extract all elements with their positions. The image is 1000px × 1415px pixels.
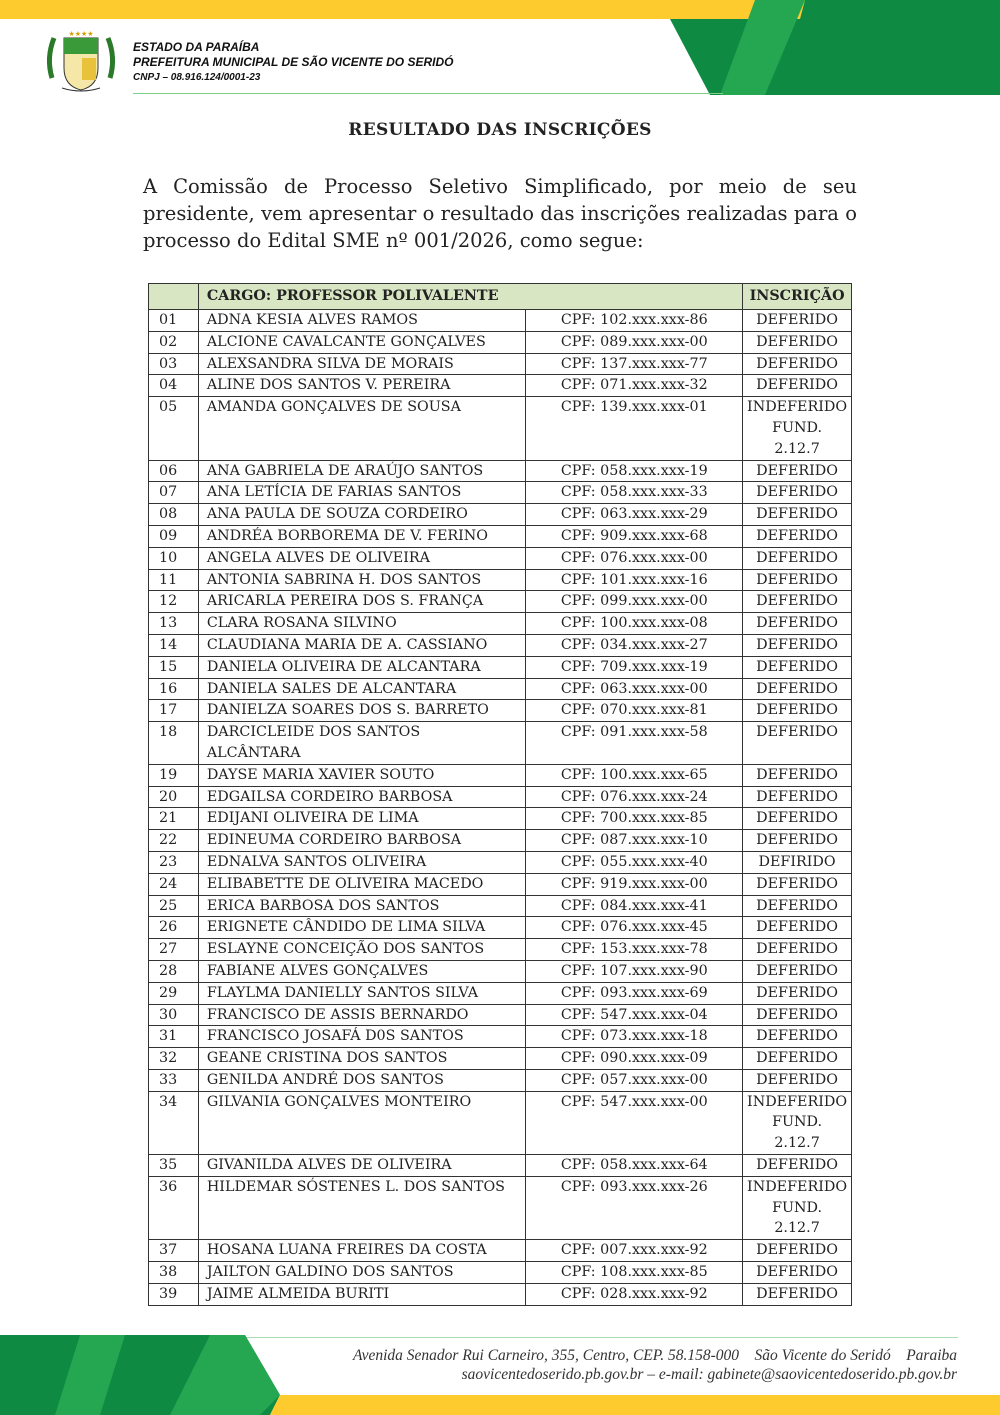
table-row <box>149 700 852 722</box>
candidate-cpf: CPF: 102.xxx.xxx-86 <box>526 310 743 332</box>
candidate-cpf: CPF: 084.xxx.xxx-41 <box>526 895 743 917</box>
row-number: 14 <box>149 634 199 656</box>
registration-status: DEFERIDO <box>743 939 852 961</box>
candidate-name: ALCIONE CAVALCANTE GONÇALVES <box>198 331 526 353</box>
table-row <box>149 525 852 547</box>
candidate-name: DANIELA SALES DE ALCANTARA <box>198 678 526 700</box>
row-number: 36 <box>149 1176 199 1239</box>
bottom-green-yellow-decoration <box>0 1335 1000 1415</box>
candidate-name: CLARA ROSANA SILVINO <box>198 613 526 635</box>
registration-status: DEFERIDO <box>743 656 852 678</box>
table-row <box>149 982 852 1004</box>
candidate-cpf: CPF: 909.xxx.xxx-68 <box>526 525 743 547</box>
row-number: 23 <box>149 851 199 873</box>
row-number: 32 <box>149 1048 199 1070</box>
candidate-name: GIVANILDA ALVES DE OLIVEIRA <box>198 1155 526 1177</box>
candidate-cpf: CPF: 093.xxx.xxx-69 <box>526 982 743 1004</box>
table-row <box>149 1026 852 1048</box>
candidate-name: DARCICLEIDE DOS SANTOS ALCÂNTARA <box>198 722 526 765</box>
municipal-coat-of-arms-logo <box>42 28 120 94</box>
table-row <box>149 678 852 700</box>
candidate-cpf: CPF: 139.xxx.xxx-01 <box>526 397 743 460</box>
candidate-cpf: CPF: 090.xxx.xxx-09 <box>526 1048 743 1070</box>
table-row <box>149 482 852 504</box>
registration-status: DEFERIDO <box>743 1155 852 1177</box>
row-number: 17 <box>149 700 199 722</box>
candidate-name: ADNA KESIA ALVES RAMOS <box>198 310 526 332</box>
candidate-cpf: CPF: 919.xxx.xxx-00 <box>526 873 743 895</box>
row-number: 28 <box>149 960 199 982</box>
registration-status: INDEFERIDO FUND. 2.12.7 <box>743 397 852 460</box>
candidate-cpf: CPF: 076.xxx.xxx-00 <box>526 547 743 569</box>
table-row <box>149 851 852 873</box>
registration-status: DEFERIDO <box>743 764 852 786</box>
row-number: 09 <box>149 525 199 547</box>
candidate-name: HILDEMAR SÓSTENES L. DOS SANTOS <box>198 1176 526 1239</box>
candidate-name: FRANCISCO DE ASSIS BERNARDO <box>198 1004 526 1026</box>
row-number: 24 <box>149 873 199 895</box>
candidate-cpf: CPF: 076.xxx.xxx-24 <box>526 786 743 808</box>
institution-header <box>133 40 453 85</box>
registration-status: DEFERIDO <box>743 1283 852 1305</box>
registration-status: DEFERIDO <box>743 786 852 808</box>
row-number: 07 <box>149 482 199 504</box>
row-number: 15 <box>149 656 199 678</box>
table-row <box>149 830 852 852</box>
candidate-name: FABIANE ALVES GONÇALVES <box>198 960 526 982</box>
cnpj: CNPJ – 08.916.124/0001-23 <box>133 72 261 83</box>
table-row <box>149 591 852 613</box>
header-number-cell <box>149 284 199 310</box>
row-number: 11 <box>149 569 199 591</box>
candidate-cpf: CPF: 058.xxx.xxx-64 <box>526 1155 743 1177</box>
registration-status: DEFERIDO <box>743 1069 852 1091</box>
registration-status: DEFERIDO <box>743 1262 852 1284</box>
candidate-cpf: CPF: 089.xxx.xxx-00 <box>526 331 743 353</box>
row-number: 26 <box>149 917 199 939</box>
svg-text:★★★★: ★★★★ <box>68 30 94 38</box>
registration-status: DEFERIDO <box>743 917 852 939</box>
candidate-name: ANDRÉA BORBOREMA DE V. FERINO <box>198 525 526 547</box>
table-row <box>149 547 852 569</box>
candidate-name: ANGELA ALVES DE OLIVEIRA <box>198 547 526 569</box>
row-number: 20 <box>149 786 199 808</box>
registration-status: DEFERIDO <box>743 634 852 656</box>
row-number: 35 <box>149 1155 199 1177</box>
candidate-cpf: CPF: 070.xxx.xxx-81 <box>526 700 743 722</box>
row-number: 02 <box>149 331 199 353</box>
registration-status: INDEFERIDO FUND. 2.12.7 <box>743 1091 852 1154</box>
candidate-cpf: CPF: 063.xxx.xxx-00 <box>526 678 743 700</box>
candidate-cpf: CPF: 137.xxx.xxx-77 <box>526 353 743 375</box>
candidate-cpf: CPF: 057.xxx.xxx-00 <box>526 1069 743 1091</box>
row-number: 16 <box>149 678 199 700</box>
row-number: 18 <box>149 722 199 765</box>
registration-status: DEFERIDO <box>743 504 852 526</box>
table-row <box>149 722 852 765</box>
candidate-cpf: CPF: 108.xxx.xxx-85 <box>526 1262 743 1284</box>
registration-status: DEFERIDO <box>743 960 852 982</box>
registration-status: DEFIRIDO <box>743 851 852 873</box>
row-number: 21 <box>149 808 199 830</box>
intro-paragraph: A Comissão de Processo Seletivo Simplificado, por meio de seu presidente, vem apresentar o resultado das inscrições realizadas para o processo do Edital SME nº 001/2026, como segue: <box>143 175 857 252</box>
table-row <box>149 1069 852 1091</box>
row-number: 25 <box>149 895 199 917</box>
table-row <box>149 786 852 808</box>
candidate-cpf: CPF: 091.xxx.xxx-58 <box>526 722 743 765</box>
registration-status: DEFERIDO <box>743 482 852 504</box>
registration-status: DEFERIDO <box>743 525 852 547</box>
table-row <box>149 808 852 830</box>
row-number: 03 <box>149 353 199 375</box>
table-row <box>149 873 852 895</box>
registration-results-table <box>148 283 852 1306</box>
candidate-name: GENILDA ANDRÉ DOS SANTOS <box>198 1069 526 1091</box>
row-number: 38 <box>149 1262 199 1284</box>
candidate-cpf: CPF: 034.xxx.xxx-27 <box>526 634 743 656</box>
table-row <box>149 1262 852 1284</box>
candidate-cpf: CPF: 058.xxx.xxx-19 <box>526 460 743 482</box>
registration-status: DEFERIDO <box>743 1004 852 1026</box>
candidate-name: EDNALVA SANTOS OLIVEIRA <box>198 851 526 873</box>
registration-status: DEFERIDO <box>743 331 852 353</box>
row-number: 37 <box>149 1240 199 1262</box>
state-name: ESTADO DA PARAÍBA <box>133 40 260 54</box>
table-row <box>149 613 852 635</box>
candidate-name: DANIELA OLIVEIRA DE ALCANTARA <box>198 656 526 678</box>
registration-status: DEFERIDO <box>743 375 852 397</box>
candidate-name: GEANE CRISTINA DOS SANTOS <box>198 1048 526 1070</box>
page-title: RESULTADO DAS INSCRIÇÕES <box>348 120 652 140</box>
row-number: 34 <box>149 1091 199 1154</box>
candidate-name: FRANCISCO JOSAFÁ D0S SANTOS <box>198 1026 526 1048</box>
table-row <box>149 460 852 482</box>
table-row <box>149 634 852 656</box>
candidate-name: EDINEUMA CORDEIRO BARBOSA <box>198 830 526 852</box>
registration-status: DEFERIDO <box>743 353 852 375</box>
row-number: 13 <box>149 613 199 635</box>
registration-status: DEFERIDO <box>743 873 852 895</box>
row-number: 12 <box>149 591 199 613</box>
municipality-name: PREFEITURA MUNICIPAL DE SÃO VICENTE DO SERIDÓ <box>133 55 454 69</box>
registration-status: DEFERIDO <box>743 1026 852 1048</box>
candidate-name: CLAUDIANA MARIA DE A. CASSIANO <box>198 634 526 656</box>
row-number: 22 <box>149 830 199 852</box>
candidate-cpf: CPF: 058.xxx.xxx-33 <box>526 482 743 504</box>
candidate-name: ERICA BARBOSA DOS SANTOS <box>198 895 526 917</box>
candidate-cpf: CPF: 153.xxx.xxx-78 <box>526 939 743 961</box>
table-row <box>149 656 852 678</box>
candidate-name: ANA LETÍCIA DE FARIAS SANTOS <box>198 482 526 504</box>
row-number: 10 <box>149 547 199 569</box>
table-row <box>149 1176 852 1239</box>
candidate-name: AMANDA GONÇALVES DE SOUSA <box>198 397 526 460</box>
registration-status: DEFERIDO <box>743 547 852 569</box>
registration-status: DEFERIDO <box>743 830 852 852</box>
candidate-cpf: CPF: 099.xxx.xxx-00 <box>526 591 743 613</box>
row-number: 01 <box>149 310 199 332</box>
registration-status: DEFERIDO <box>743 700 852 722</box>
table-row <box>149 310 852 332</box>
table-row <box>149 895 852 917</box>
candidate-name: ANTONIA SABRINA H. DOS SANTOS <box>198 569 526 591</box>
candidate-name: GILVANIA GONÇALVES MONTEIRO <box>198 1091 526 1154</box>
registration-status: DEFERIDO <box>743 460 852 482</box>
row-number: 33 <box>149 1069 199 1091</box>
table-row <box>149 375 852 397</box>
table-row <box>149 939 852 961</box>
row-number: 06 <box>149 460 199 482</box>
table-row <box>149 504 852 526</box>
registration-status: DEFERIDO <box>743 982 852 1004</box>
top-green-decoration <box>670 0 1000 95</box>
candidate-cpf: CPF: 547.xxx.xxx-04 <box>526 1004 743 1026</box>
candidate-name: ESLAYNE CONCEIÇÃO DOS SANTOS <box>198 939 526 961</box>
candidate-cpf: CPF: 063.xxx.xxx-29 <box>526 504 743 526</box>
candidate-cpf: CPF: 071.xxx.xxx-32 <box>526 375 743 397</box>
table-row <box>149 1283 852 1305</box>
table-row <box>149 1240 852 1262</box>
candidate-name: ALINE DOS SANTOS V. PEREIRA <box>198 375 526 397</box>
candidate-name: ERIGNETE CÂNDIDO DE LIMA SILVA <box>198 917 526 939</box>
registration-status: DEFERIDO <box>743 613 852 635</box>
row-number: 19 <box>149 764 199 786</box>
row-number: 08 <box>149 504 199 526</box>
candidate-name: DANIELZA SOARES DOS S. BARRETO <box>198 700 526 722</box>
registration-status: DEFERIDO <box>743 895 852 917</box>
table-row <box>149 1091 852 1154</box>
candidate-name: ELIBABETTE DE OLIVEIRA MACEDO <box>198 873 526 895</box>
candidate-name: FLAYLMA DANIELLY SANTOS SILVA <box>198 982 526 1004</box>
candidate-name: ANA GABRIELA DE ARAÚJO SANTOS <box>198 460 526 482</box>
candidate-cpf: CPF: 100.xxx.xxx-08 <box>526 613 743 635</box>
candidate-name: EDGAILSA CORDEIRO BARBOSA <box>198 786 526 808</box>
row-number: 30 <box>149 1004 199 1026</box>
row-number: 27 <box>149 939 199 961</box>
row-number: 05 <box>149 397 199 460</box>
table-row <box>149 1048 852 1070</box>
table-row <box>149 353 852 375</box>
header-cargo: CARGO: PROFESSOR POLIVALENTE <box>198 284 742 310</box>
address-line: Avenida Senador Rui Carneiro, 355, Centro, CEP. 58.158-000 São Vicente do Seridó Paraiba <box>352 1347 957 1364</box>
candidate-name: JAIME ALMEIDA BURITI <box>198 1283 526 1305</box>
candidate-cpf: CPF: 709.xxx.xxx-19 <box>526 656 743 678</box>
contact-line: saovicentedoserido.pb.gov.br – e-mail: gabinete@saovicentedoserido.pb.gov.br <box>461 1366 957 1383</box>
candidate-cpf: CPF: 700.xxx.xxx-85 <box>526 808 743 830</box>
candidate-cpf: CPF: 028.xxx.xxx-92 <box>526 1283 743 1305</box>
table-row <box>149 764 852 786</box>
candidate-name: DAYSE MARIA XAVIER SOUTO <box>198 764 526 786</box>
candidate-cpf: CPF: 007.xxx.xxx-92 <box>526 1240 743 1262</box>
candidate-name: HOSANA LUANA FREIRES DA COSTA <box>198 1240 526 1262</box>
registration-status: DEFERIDO <box>743 1048 852 1070</box>
registration-status: DEFERIDO <box>743 808 852 830</box>
registration-status: DEFERIDO <box>743 310 852 332</box>
table-header-row <box>149 284 852 310</box>
candidate-cpf: CPF: 087.xxx.xxx-10 <box>526 830 743 852</box>
candidate-cpf: CPF: 100.xxx.xxx-65 <box>526 764 743 786</box>
row-number: 04 <box>149 375 199 397</box>
candidate-cpf: CPF: 547.xxx.xxx-00 <box>526 1091 743 1154</box>
candidate-cpf: CPF: 055.xxx.xxx-40 <box>526 851 743 873</box>
table-row <box>149 1004 852 1026</box>
candidate-cpf: CPF: 093.xxx.xxx-26 <box>526 1176 743 1239</box>
candidate-name: EDIJANI OLIVEIRA DE LIMA <box>198 808 526 830</box>
registration-status: DEFERIDO <box>743 1240 852 1262</box>
header-status: INSCRIÇÃO <box>743 284 852 310</box>
table-row <box>149 917 852 939</box>
row-number: 31 <box>149 1026 199 1048</box>
candidate-cpf: CPF: 107.xxx.xxx-90 <box>526 960 743 982</box>
candidate-name: JAILTON GALDINO DOS SANTOS <box>198 1262 526 1284</box>
registration-status: DEFERIDO <box>743 678 852 700</box>
table-row <box>149 331 852 353</box>
candidate-name: ARICARLA PEREIRA DOS S. FRANÇA <box>198 591 526 613</box>
table-row <box>149 1155 852 1177</box>
registration-status: DEFERIDO <box>743 569 852 591</box>
registration-status: INDEFERIDO FUND. 2.12.7 <box>743 1176 852 1239</box>
registration-status: DEFERIDO <box>743 591 852 613</box>
row-number: 39 <box>149 1283 199 1305</box>
header-divider <box>133 93 723 94</box>
table-row <box>149 397 852 460</box>
candidate-cpf: CPF: 101.xxx.xxx-16 <box>526 569 743 591</box>
candidate-name: ANA PAULA DE SOUZA CORDEIRO <box>198 504 526 526</box>
table-row <box>149 569 852 591</box>
candidate-cpf: CPF: 073.xxx.xxx-18 <box>526 1026 743 1048</box>
registration-status: DEFERIDO <box>743 722 852 765</box>
table-row <box>149 960 852 982</box>
row-number: 29 <box>149 982 199 1004</box>
candidate-name: ALEXSANDRA SILVA DE MORAIS <box>198 353 526 375</box>
candidate-cpf: CPF: 076.xxx.xxx-45 <box>526 917 743 939</box>
